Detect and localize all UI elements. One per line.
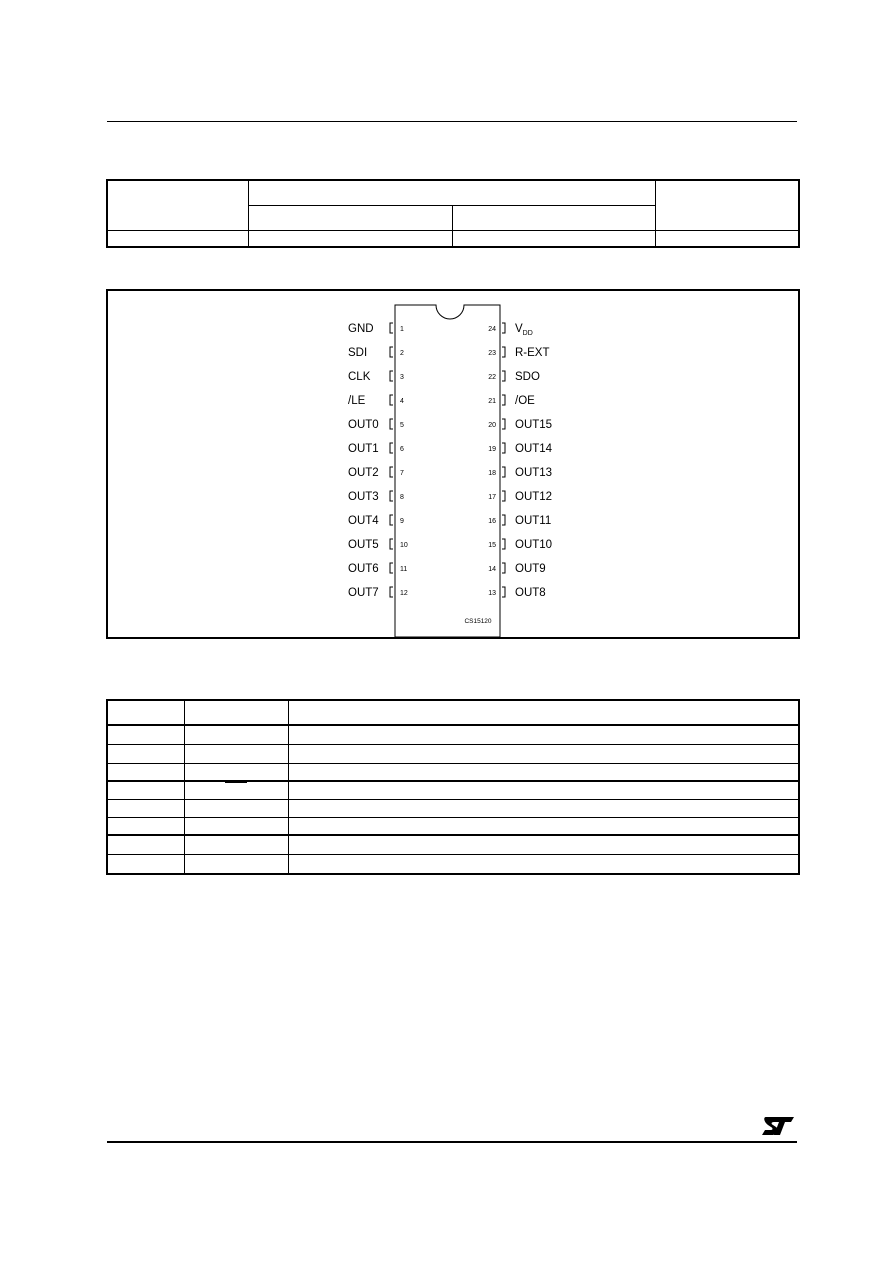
pin-label: OUT3 [348,491,379,503]
pin-stub [390,587,393,597]
pin-right-18 [488,467,552,479]
pin-stub [502,419,505,429]
pin-label: OUT15 [515,419,553,431]
pin-left-2 [348,347,404,359]
pin-diagram [108,291,798,637]
pin-stub [390,443,393,453]
order-codes-table [106,179,800,248]
table-cell [288,700,799,725]
pin-label: OUT5 [348,539,379,551]
pin-left-11 [348,563,407,575]
table-cell [107,763,184,781]
table-cell [107,799,184,817]
table-cell [288,744,799,763]
table-cell [655,230,799,247]
pin-label: SDO [515,371,540,383]
pin-number: 12 [400,590,408,597]
pin-right-16 [488,515,551,527]
pin-number: 7 [400,470,404,477]
table-cell [184,799,288,817]
table-cell [184,817,288,835]
table-cell [107,230,248,247]
pin-right-21 [488,395,535,407]
pin-label: OUT7 [348,587,379,599]
st-logo [760,1115,796,1137]
table-cell [288,763,799,781]
pin-number: 22 [488,374,496,381]
pin-right-19 [488,443,552,455]
pin-right-13 [488,587,545,599]
pin-label: OUT12 [515,491,553,503]
pin-number: 23 [488,350,496,357]
pin-label: OUT13 [515,467,553,479]
table-cell [248,180,655,205]
table-cell [288,835,799,854]
table-cell [184,700,288,725]
pin-label: OUT6 [348,563,379,575]
pin-stub [502,371,505,381]
pin-number: 18 [488,470,496,477]
pin-stub [502,443,505,453]
pin-label: /OE [515,395,535,407]
pin-label: OUT14 [515,443,553,455]
pin-left-12 [348,587,408,599]
table-cell [452,205,655,230]
pin-left-5 [348,419,404,431]
table-cell [107,781,184,799]
pin-number: 19 [488,446,496,453]
table-cell [107,180,248,230]
footer-rule [107,1141,797,1143]
table-cell [184,725,288,744]
pin-label: /LE [348,395,366,407]
pin-stub [502,563,505,573]
header-rule [107,121,797,122]
pin-number: 24 [488,326,496,333]
pin-stub [502,347,505,357]
table-cell [248,205,452,230]
pin-left-4 [348,395,404,407]
pin-label: CLK [348,371,371,383]
table-cell [107,700,184,725]
pin-right-20 [488,419,552,431]
pin-label: OUT11 [515,515,552,527]
table-cell [107,835,184,854]
pin-label-subscript: DD [522,330,533,337]
pin-right-24 [488,323,533,337]
pin-label: OUT0 [348,419,379,431]
pin-left-1 [348,323,404,335]
pin-stub [390,371,393,381]
pin-stub [502,491,505,501]
table-cell [288,725,799,744]
table-cell [288,781,799,799]
pin-right-23 [488,347,549,359]
pin-stub [502,515,505,525]
pin-number: 15 [488,542,496,549]
pin-number: 3 [400,374,404,381]
pin-label: OUT2 [348,467,379,479]
table-cell [452,230,655,247]
pin-stub [390,491,393,501]
table-cell [184,835,288,854]
pin-right-15 [488,539,552,551]
pin-label: $V_{DD}$ [515,323,533,337]
pin-stub [502,539,505,549]
pin-description-table [106,699,800,875]
pin-number: 20 [488,422,496,429]
pin-label: R-EXT [515,347,550,359]
pin-right-22 [488,371,540,383]
pin-stub [502,395,505,405]
ic-package [395,305,500,637]
pin-label: SDI [348,347,368,359]
pin-stub [390,563,393,573]
pin-left-9 [348,515,404,527]
pin-number: 10 [400,542,408,549]
pin-label: OUT8 [515,587,546,599]
pin-number: 21 [488,398,496,405]
pin-number: 4 [400,398,404,405]
pin-stub [502,587,505,597]
table-cell [107,725,184,744]
table-cell [288,854,799,874]
pin-stub [502,323,505,333]
pin-label: OUT4 [348,515,379,527]
pin-number: 6 [400,446,404,453]
table-cell [184,744,288,763]
pin-stub [390,539,393,549]
pin-number: 9 [400,518,404,525]
pin-number: 16 [488,518,496,525]
table-cell [107,817,184,835]
table-cell [655,180,799,230]
pin-label: GND [348,323,374,335]
pin-stub [390,419,393,429]
table-cell [107,854,184,874]
pin-number: 13 [488,590,496,597]
pin-label: OUT10 [515,539,553,551]
pin-left-7 [348,467,404,479]
pin-left-10 [348,539,408,551]
pin-right-14 [488,563,545,575]
pin-diagram-frame [106,289,800,639]
pin-number: 17 [488,494,496,501]
table-cell [184,763,288,781]
pin-number: 5 [400,422,404,429]
pin-right-17 [488,491,552,503]
pin-stub [390,347,393,357]
pin-left-3 [348,371,404,383]
table-cell [107,744,184,763]
pin-number: 11 [400,566,408,573]
pin-stub [502,467,505,477]
table-cell [288,817,799,835]
pin-number: 8 [400,494,404,501]
overbar [225,782,247,783]
table-cell [184,781,288,799]
pin-stub [390,323,393,333]
table-cell [248,230,452,247]
pin-stub [390,515,393,525]
pin-stub [390,395,393,405]
pin-stub [390,467,393,477]
pin-number: 1 [400,326,404,333]
pin-left-8 [348,491,404,503]
pin-number: 2 [400,350,404,357]
pin-label: OUT9 [515,563,546,575]
pin-label: OUT1 [348,443,379,455]
table-cell [288,799,799,817]
package-code: CS15120 [464,618,492,625]
pin-number: 14 [488,566,496,573]
table-cell [184,854,288,874]
pin-left-6 [348,443,404,455]
